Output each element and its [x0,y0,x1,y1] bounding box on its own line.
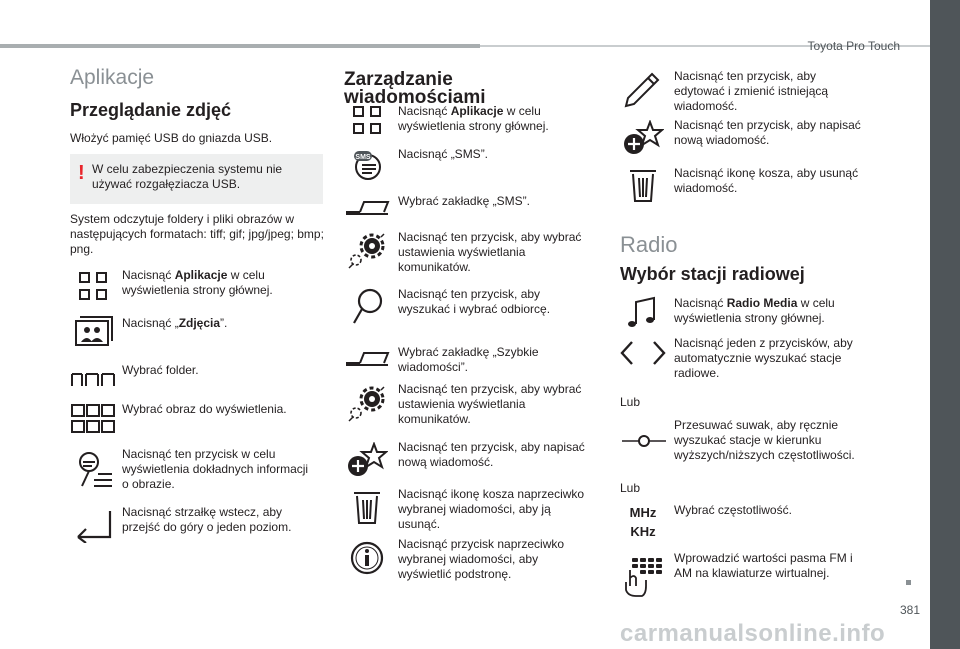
apps-grid-icon [346,104,388,138]
radio-item-5: Wprowadzić wartości pasma FM i AM na klawiaturze wirtualnej. [674,551,853,580]
heading-messages: Zarządzanie wiadomościami [344,69,486,108]
intro-text: Włożyć pamięć USB do gniazda USB. [70,131,273,145]
folder-tabs-icon [70,362,116,396]
details-list-icon [72,450,114,490]
radio-item-3: Przesuwać suwak, aby ręcznie wyszukać stacje w kierunku wyższych/niższych częstotliwości. [674,418,855,462]
note-box [70,154,323,204]
slider-icon [620,424,668,458]
keypad-icon [622,556,664,598]
gears-icon [346,230,388,270]
right-item-1: Nacisnąć ten przycisk, aby edytować i zmienić istniejącą wiadomość. [674,69,829,113]
continue-marker [906,580,911,585]
formats-text: System odczytuje foldery i pliki obrazów w następujących formatach: tiff; gif; jpg/jpeg; bmp; png. [70,212,324,256]
page-number: 381 [899,603,920,617]
or-label-1: Lub [620,395,641,409]
left-item-2: Nacisnąć „Zdjęcia”. [122,316,228,330]
tab-icon [344,192,390,226]
header-bar [0,44,480,48]
trash-icon [346,490,388,526]
apps-grid-icon [72,270,114,304]
search-icon [346,287,388,327]
mid-item-4: Nacisnąć ten przycisk, aby wybrać ustawienia wyświetlania komunikatów. [398,230,582,274]
mid-item-2: Nacisnąć „SMS”. [398,147,489,161]
left-item-6: Nacisnąć strzałkę wstecz, aby przejść do góry o jeden poziom. [122,505,292,534]
note-text: W celu zabezpieczenia systemu nie używać rozgałęziacza USB. [92,162,283,191]
image-grid-icon [70,402,116,436]
right-item-3: Nacisnąć ikonę kosza, aby usunąć wiadomość. [674,166,859,195]
heading-photos: Przeglądanie zdjęć [70,100,232,120]
warning-mark: ! [78,162,85,184]
sms-icon [346,147,388,183]
mid-item-1: Nacisnąć Aplikacje w celu wyświetlenia strony głównej. [398,104,549,133]
left-item-5: Nacisnąć ten przycisk w celu wyświetlenia dokładnych informacji o obrazie. [122,447,309,491]
gears-icon [346,383,388,423]
chevrons-icon [618,336,668,370]
right-item-2: Nacisnąć ten przycisk, aby napisać nową wiadomość. [674,118,861,147]
watermark: carmanualsonline.info [620,620,886,647]
radio-item-2: Nacisnąć jeden z przycisków, aby automatycznie wyszukać stacje radiowe. [674,336,853,380]
pencil-icon [622,70,664,108]
tab-icon [344,343,390,377]
info-icon [346,540,388,576]
radio-item-4: Wybrać częstotliwość. [674,503,792,517]
left-item-1: Nacisnąć Aplikacje w celu wyświetlenia strony głównej. [122,268,273,297]
section-title-radio: Radio [620,232,678,257]
manual-title: Toyota Pro Touch [807,39,900,53]
heading-radio: Wybór stacji radiowej [620,264,805,284]
new-message-icon [622,120,664,156]
back-arrow-icon [72,505,114,543]
left-item-3: Wybrać folder. [122,363,199,377]
mid-item-5: Nacisnąć ten przycisk, aby wyszukać i wybrać odbiorcę. [398,287,551,316]
or-label-2: Lub [620,481,641,495]
mid-item-8: Nacisnąć ten przycisk, aby napisać nową wiadomość. [398,440,585,469]
radio-item-1: Nacisnąć Radio Media w celu wyświetlenia strony głównej. [674,296,835,325]
photos-icon [72,315,114,349]
mid-item-3: Wybrać zakładkę „SMS”. [398,194,530,208]
mid-item-10: Nacisnąć przycisk naprzeciwko wybranej wiadomości, aby wyświetlić podstronę. [398,537,565,581]
music-note-icon [622,296,664,330]
section-title-apps: Aplikacje [70,66,155,89]
mid-item-9: Nacisnąć ikonę kosza naprzeciwko wybranej wiadomości, aby ją usunąć. [398,487,585,531]
svg-text:MHz: MHz [629,505,657,520]
mid-item-7: Nacisnąć ten przycisk, aby wybrać ustawienia wyświetlania komunikatów. [398,382,582,426]
sms-icon-label: SMS [355,154,371,161]
svg-text:KHz: KHz [630,524,656,539]
new-message-icon [346,442,388,478]
mhz-khz-icon [622,502,664,542]
left-item-4: Wybrać obraz do wyświetlenia. [122,402,287,416]
mid-item-6: Wybrać zakładkę „Szybkie wiadomości”. [398,345,539,374]
trash-icon [622,168,664,204]
side-tab [930,0,960,649]
